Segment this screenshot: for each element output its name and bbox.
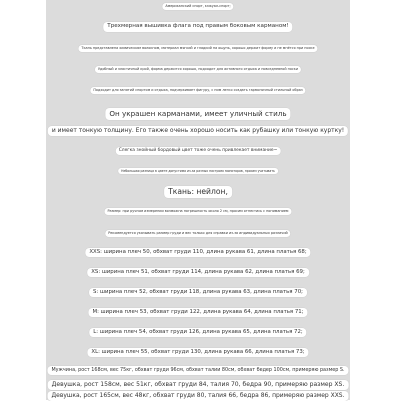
- text-line: Ткань представлена химическим волокном, материал мягкий и гладкий на ощупь, хорошо держит форму и не мнётся при носке: [78, 45, 317, 52]
- model-line: Девушка, рост 158см, вес 51кг, обхват груди 84, талия 70, бедра 90, примеряю размер XS.: [48, 380, 349, 390]
- text-line: Трехмерная вышивка флага под правым боковым карманом!: [103, 22, 292, 32]
- text-line: Небольшая разница в цвете допустима из-за разных настроек мониторов, просим учитывать: [118, 168, 278, 174]
- text-line: Слегка знойный бордовый цвет тоже очень привлекает внимание~: [116, 147, 281, 155]
- text-line: Подходит для занятий спортом и отдыха, подчеркивает фигуру, с ним легко создать гармоничный стильный образ: [90, 87, 305, 94]
- text-line: Удобный и эластичный крой, форма держится хорошо, подходит для активного отдыха и повседневной носки: [95, 66, 301, 73]
- model-line: Девушка, рост 165см, вес 48кг, обхват груди 80, талия 66, бедра 86, примеряю размер XXS.: [48, 391, 349, 401]
- text-line: и имеет тонкую толщину. Его также очень хорошо носить как рубашку или тонкую куртку!: [48, 126, 348, 136]
- text-line: Ткань: нейлон,: [164, 186, 232, 198]
- description-lines: [46, 0, 350, 400]
- text-line: Он украшен карманами, имеет уличный стиль: [105, 108, 290, 120]
- size-line: L: ширина плеч 54, обхват груди 126, длина рукава 65, длина платья 72;: [89, 328, 306, 337]
- size-line: M: ширина плеч 53, обхват груди 122, длина рукава 64, длина платья 71;: [88, 308, 307, 317]
- size-line: S: ширина плеч 52, обхват груди 118, длина рукава 63, длина платья 70;: [89, 288, 307, 297]
- text-line: Американский спорт, кэжуал-спорт;: [162, 3, 233, 10]
- size-line: XXS: ширина плеч 50, обхват груди 110, длина рукава 61, длина платья 68;: [85, 248, 310, 257]
- text-line: Рекомендуется указывать размер груди и вес только для справки из-за индивидуальных различий: [105, 230, 290, 237]
- size-line: XL: ширина плеч 55, обхват груди 130, длина рукава 66, длина платья 73;: [87, 348, 308, 357]
- text-line: Размер: при ручном измерении возможна погрешность около 2 см, просим отнестись с пониманием: [105, 208, 292, 215]
- size-line: XS: ширина плеч 51, обхват груди 114, длина рукава 62, длина платья 69;: [87, 268, 309, 277]
- model-line: Мужчина, рост 168см, вес 75кг, обхват груди 96см, обхват талии 80см, обхват бедер 100см, примеряю размер S.: [47, 366, 348, 375]
